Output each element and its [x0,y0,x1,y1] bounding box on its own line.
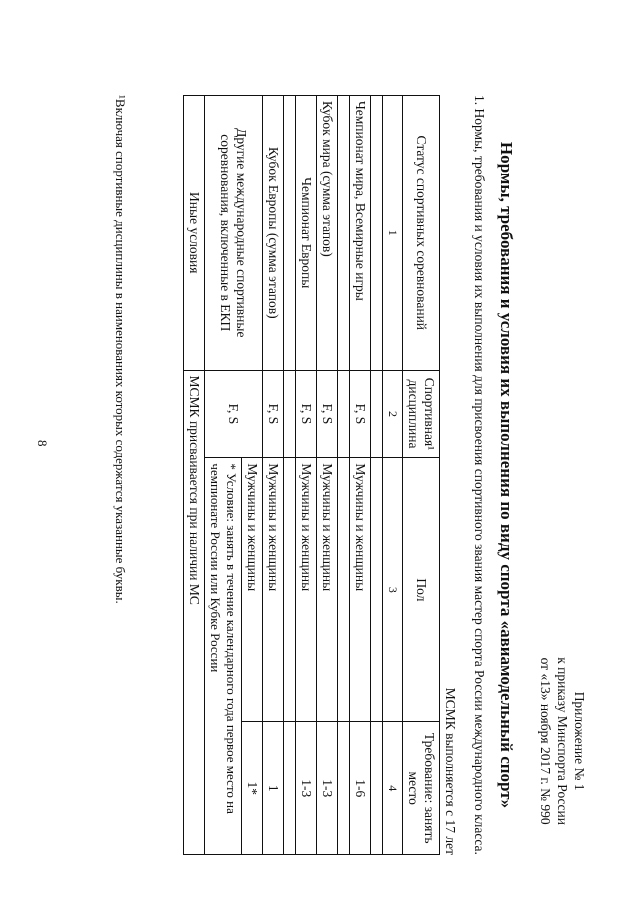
place-cell: 1* [242,722,263,855]
discipline-cell: F, S [205,370,263,458]
document-title: Нормы, требования и условия их выполнения по виду спорта «авиамодельный спорт» [497,141,516,809]
place-cell: 1-3 [317,722,338,855]
approval-line-3: от «13» ноября 2017 г. № 990 [538,657,553,825]
rotated-page-content [48,95,588,855]
gender-cell: Мужчины и женщины [296,458,317,722]
column-number: 2 [383,370,403,458]
header-status: Статус спортивных соревнований [403,96,440,371]
status-cell: Кубок Европы (сумма этапов) [263,96,284,371]
intro-paragraph: 1. Нормы, требования и условия их выполнения для присвоения спортивного звания мастер спорта России международного класса. [472,95,487,855]
status-cell: Чемпионат Европы [296,96,317,371]
approval-line-1: Приложение № 1 [572,691,587,791]
column-number: 1 [383,96,403,371]
footnote: ¹Включая спортивные дисциплины в наименованиях которых содержатся указанные буквы. [113,95,128,604]
status-cell: Кубок мира (сумма этапов) [317,96,338,371]
header-gender: Пол [403,458,440,722]
approval-block [537,657,588,825]
gender-cell: Мужчины и женщины [350,458,371,722]
table-row [242,96,263,855]
place-cell: 1-6 [350,722,371,855]
table-row [350,96,371,855]
spacer-row [338,96,350,855]
page-number: 8 [35,440,50,447]
status-cell: Другие международные спортивные соревнования, включенные в ЕКП [205,96,263,371]
column-number-row [383,96,403,855]
age-note: МСМК выполняется с 17 лет [443,687,458,855]
gender-cell: Мужчины и женщины [263,458,284,722]
table-row [263,96,284,855]
discipline-cell: F, S [317,370,338,458]
header-requirement: Требование: занять место [403,722,440,855]
discipline-cell: F, S [296,370,317,458]
table-row [317,96,338,855]
table-row [296,96,317,855]
discipline-cell: F, S [350,370,371,458]
place-cell: 1-3 [296,722,317,855]
spacer-row [284,96,296,855]
other-label-cell: Иные условия [184,96,205,371]
discipline-cell: F, S [263,370,284,458]
spacer-row [371,96,383,855]
place-cell: 1 [263,722,284,855]
gender-cell: Мужчины и женщины [317,458,338,722]
approval-line-2: к приказу Минспорта России [555,657,570,825]
condition-cell: * Условие: занять в течение календарного года первое место на чемпионате России или Кубке России [205,458,242,855]
gender-cell: Мужчины и женщины [242,458,263,722]
status-cell: Чемпионат мира, Всемирные игры [350,96,371,371]
column-number: 4 [383,722,403,855]
other-conditions-row [184,96,205,855]
column-number: 3 [383,458,403,722]
table-header-row [403,96,440,855]
norms-table [183,95,440,855]
header-discipline: Спортивная¹ дисциплина [403,370,440,458]
other-text-cell: МСМК присваивается при наличии МС [184,370,205,854]
